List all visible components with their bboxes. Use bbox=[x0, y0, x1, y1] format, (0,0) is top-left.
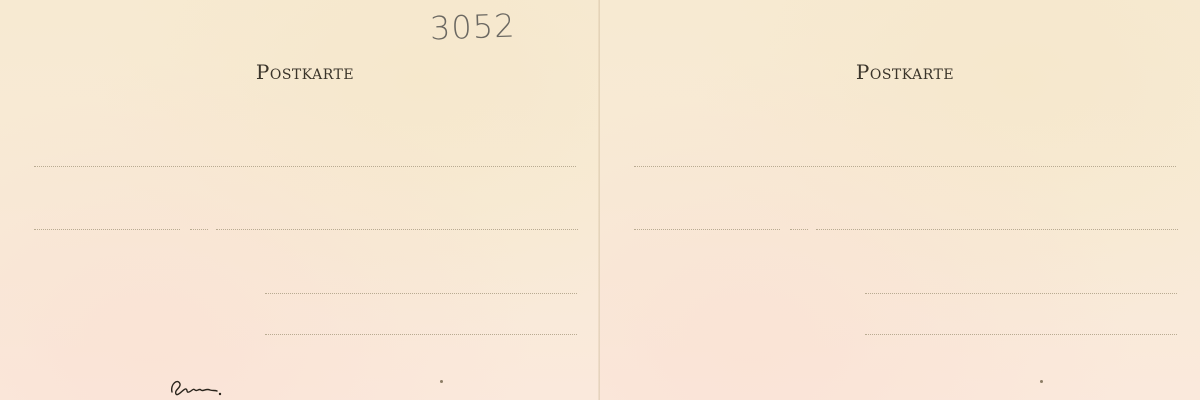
address-line bbox=[634, 166, 1176, 167]
address-line bbox=[34, 166, 576, 167]
address-line bbox=[865, 293, 1177, 294]
address-line bbox=[265, 293, 577, 294]
postcard-right bbox=[600, 0, 1200, 400]
address-line bbox=[790, 229, 808, 230]
handwritten-signature bbox=[166, 372, 226, 398]
paper-speck bbox=[440, 380, 443, 383]
address-line bbox=[265, 334, 577, 335]
address-line bbox=[865, 334, 1177, 335]
address-line bbox=[34, 229, 180, 230]
address-line bbox=[634, 229, 780, 230]
paper-speck bbox=[1040, 380, 1043, 383]
address-line bbox=[216, 229, 578, 230]
inventory-number: 3052 bbox=[429, 6, 517, 48]
address-line bbox=[816, 229, 1178, 230]
address-line bbox=[190, 229, 208, 230]
postcard-title: Postkarte bbox=[255, 60, 355, 84]
postcard-title: Postkarte bbox=[855, 60, 955, 84]
